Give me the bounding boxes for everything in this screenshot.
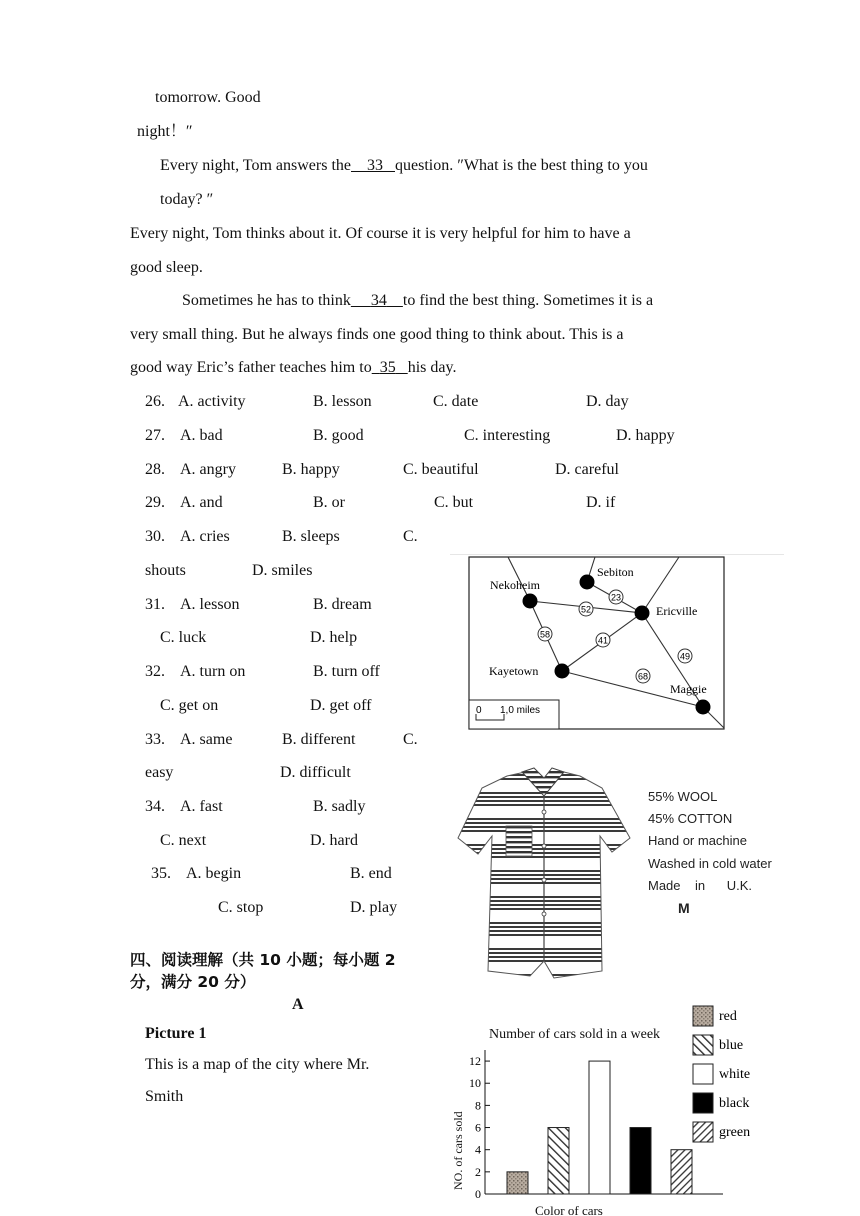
- option-a[interactable]: A. turn on: [180, 663, 246, 680]
- bar-green: [671, 1150, 692, 1194]
- bar-red: [507, 1172, 528, 1194]
- legend-item-black: [693, 1093, 749, 1113]
- town-maggie: Maggie: [670, 682, 707, 696]
- passage-text: Sometimes he has to think: [182, 292, 351, 309]
- option-a[interactable]: A. lesson: [180, 596, 240, 613]
- passage-text: his day.: [407, 359, 457, 376]
- legend-label: red: [719, 1009, 737, 1024]
- legend-label: black: [719, 1096, 750, 1111]
- question-number: 31.: [145, 596, 165, 613]
- town-nekoheim: Nekoheim: [490, 578, 540, 592]
- legend-swatch: [693, 1006, 713, 1026]
- chart-legend: [693, 1006, 750, 1142]
- question-number: 29.: [145, 494, 165, 511]
- option-a[interactable]: A. cries: [180, 528, 230, 545]
- blank-number: 34: [370, 292, 387, 309]
- y-tick-label: 12: [469, 1054, 481, 1069]
- option-c[interactable]: C. but: [434, 494, 474, 511]
- passage-line: good sleep.: [130, 259, 203, 276]
- option-a[interactable]: A. angry: [180, 461, 236, 478]
- y-tick-label: 0: [475, 1187, 481, 1201]
- option-c-letter[interactable]: C.: [403, 731, 418, 748]
- option-b[interactable]: B. dream: [313, 596, 372, 613]
- bar-white: [589, 1061, 610, 1194]
- option-d[interactable]: D. happy: [616, 427, 675, 444]
- passage-line-35: [130, 358, 456, 378]
- reading-text: This is a map of the city where Mr.: [145, 1056, 370, 1073]
- picture-label: Picture 1: [145, 1025, 207, 1042]
- option-c-letter[interactable]: C.: [403, 528, 418, 545]
- legend-swatch: [693, 1093, 713, 1113]
- option-c[interactable]: C. stop: [218, 899, 264, 916]
- y-axis-label: NO. of cars sold: [451, 1111, 465, 1190]
- passage-line: very small thing. But he always finds one good thing to think about. This is a: [130, 326, 624, 343]
- legend-swatch: [693, 1122, 713, 1142]
- town-dot: [555, 664, 570, 679]
- shirt-pocket: [506, 826, 532, 856]
- option-a[interactable]: A. bad: [180, 427, 223, 444]
- section-heading: 四、阅读理解（共 10 小题；每小题 2: [130, 951, 396, 969]
- town-dot: [696, 700, 711, 715]
- option-c-text[interactable]: easy: [145, 764, 174, 781]
- bar-black: [630, 1128, 651, 1194]
- option-c[interactable]: C. luck: [160, 629, 207, 646]
- route-68: 68: [637, 671, 649, 682]
- passage-line: tomorrow. Good: [155, 89, 261, 106]
- y-tick-label: 6: [475, 1120, 481, 1135]
- passage-text: Every night, Tom answers the: [160, 157, 351, 174]
- question-number: 26.: [145, 393, 165, 410]
- passage-line: Every night, Tom thinks about it. Of course it is very helpful for him to have a: [130, 225, 631, 242]
- option-d[interactable]: D. help: [310, 629, 358, 646]
- city-map: [462, 552, 732, 737]
- route-23: 23: [610, 592, 622, 603]
- legend-label: green: [719, 1125, 751, 1140]
- passage-line: night！″: [137, 123, 193, 140]
- blank-number: 35: [379, 359, 396, 376]
- legend-item-blue: [693, 1035, 743, 1055]
- route-52: 52: [580, 604, 592, 615]
- y-tick-label: 10: [469, 1076, 481, 1091]
- bar-blue: [548, 1128, 569, 1194]
- option-c[interactable]: C. interesting: [464, 427, 551, 444]
- town-sebiton: Sebiton: [597, 565, 634, 579]
- section-heading-cont: 分，满分 20 分）: [130, 973, 256, 991]
- y-tick-label: 2: [475, 1164, 481, 1179]
- question-number: 30.: [145, 528, 165, 545]
- blank-35: [372, 359, 408, 376]
- legend-item-red: [693, 1006, 737, 1026]
- passage-line: today? ″: [160, 191, 214, 208]
- option-c[interactable]: C. date: [433, 393, 479, 410]
- option-b[interactable]: B. sadly: [313, 798, 366, 815]
- option-a[interactable]: A. and: [180, 494, 223, 511]
- option-b[interactable]: B. different: [282, 731, 356, 748]
- part-label: A: [292, 996, 304, 1013]
- y-tick-label: 4: [475, 1142, 481, 1157]
- option-c[interactable]: C. get on: [160, 697, 219, 714]
- care-label: [648, 786, 772, 919]
- legend-label: white: [719, 1067, 751, 1082]
- route-58: 58: [539, 629, 551, 640]
- question-number: 34.: [145, 798, 165, 815]
- passage-line-33: [160, 156, 648, 176]
- care-line: 55% WOOL: [648, 789, 718, 804]
- option-b[interactable]: B. or: [313, 494, 345, 511]
- blank-34: [351, 292, 403, 309]
- care-line: 45% COTTON: [648, 811, 733, 827]
- option-c[interactable]: C. next: [160, 832, 207, 849]
- route-49: 49: [679, 651, 691, 662]
- option-b[interactable]: B. end: [350, 865, 392, 882]
- option-d[interactable]: D. if: [586, 494, 616, 511]
- passage-text: question. ″What is the best thing to you: [395, 157, 648, 174]
- option-b[interactable]: B. happy: [282, 461, 340, 478]
- town-ericville: Ericville: [656, 604, 698, 618]
- legend-label: blue: [719, 1038, 744, 1053]
- chart-bars: [507, 1061, 692, 1194]
- chart-title: Number of cars sold in a week: [489, 1027, 661, 1042]
- option-d[interactable]: D. smiles: [252, 562, 313, 579]
- x-axis-label: Color of cars: [535, 1203, 603, 1216]
- scale-label: 1,0 miles: [500, 705, 541, 716]
- option-a[interactable]: A. fast: [180, 798, 223, 815]
- option-d[interactable]: D. careful: [555, 461, 619, 478]
- option-d[interactable]: D. difficult: [280, 764, 351, 781]
- option-a[interactable]: A. same: [180, 731, 233, 748]
- blank-33: [351, 157, 395, 174]
- y-tick-label: 8: [475, 1098, 481, 1113]
- reading-text: Smith: [145, 1088, 184, 1105]
- option-b[interactable]: B. sleeps: [282, 528, 340, 545]
- passage-text: to find the best thing. Sometimes it is a: [402, 292, 654, 309]
- option-c-text[interactable]: shouts: [145, 562, 186, 579]
- town-dot: [635, 606, 650, 621]
- option-d[interactable]: D. play: [350, 899, 398, 916]
- legend-item-green: [693, 1122, 750, 1142]
- option-b[interactable]: B. turn off: [313, 663, 380, 680]
- blank-number: 33: [367, 157, 383, 174]
- legend-swatch: [693, 1035, 713, 1055]
- question-number: 27.: [145, 427, 165, 444]
- passage-line-34: [182, 291, 653, 311]
- option-d[interactable]: D. hard: [310, 832, 358, 849]
- option-b[interactable]: B. lesson: [313, 393, 372, 410]
- town-kayetown: Kayetown: [489, 664, 539, 678]
- route-41: 41: [597, 635, 609, 646]
- size-label: M: [678, 900, 690, 917]
- question-number: 33.: [145, 731, 165, 748]
- option-c[interactable]: C. beautiful: [403, 461, 479, 478]
- question-number: 28.: [145, 461, 165, 478]
- town-dot: [523, 594, 538, 609]
- legend-item-white: [693, 1064, 750, 1084]
- legend-swatch: [693, 1064, 713, 1084]
- option-a[interactable]: A. begin: [186, 865, 242, 882]
- care-line: Washed in cold water: [648, 855, 772, 871]
- scale-zero: 0: [476, 705, 482, 716]
- option-d[interactable]: D. day: [586, 393, 629, 410]
- care-line-made: Made in U.K.: [648, 877, 753, 893]
- question-number: 32.: [145, 663, 165, 680]
- option-a[interactable]: A. activity: [178, 393, 246, 410]
- town-dot: [580, 575, 595, 590]
- option-b[interactable]: B. good: [313, 427, 364, 444]
- question-number: 35.: [151, 865, 171, 882]
- care-line: Hand or machine: [648, 833, 747, 849]
- striped-shirt-image: [452, 766, 642, 984]
- passage-text: good way Eric’s father teaches him to: [130, 359, 372, 376]
- option-d[interactable]: D. get off: [310, 697, 372, 714]
- cars-sold-bar-chart: [445, 1000, 785, 1216]
